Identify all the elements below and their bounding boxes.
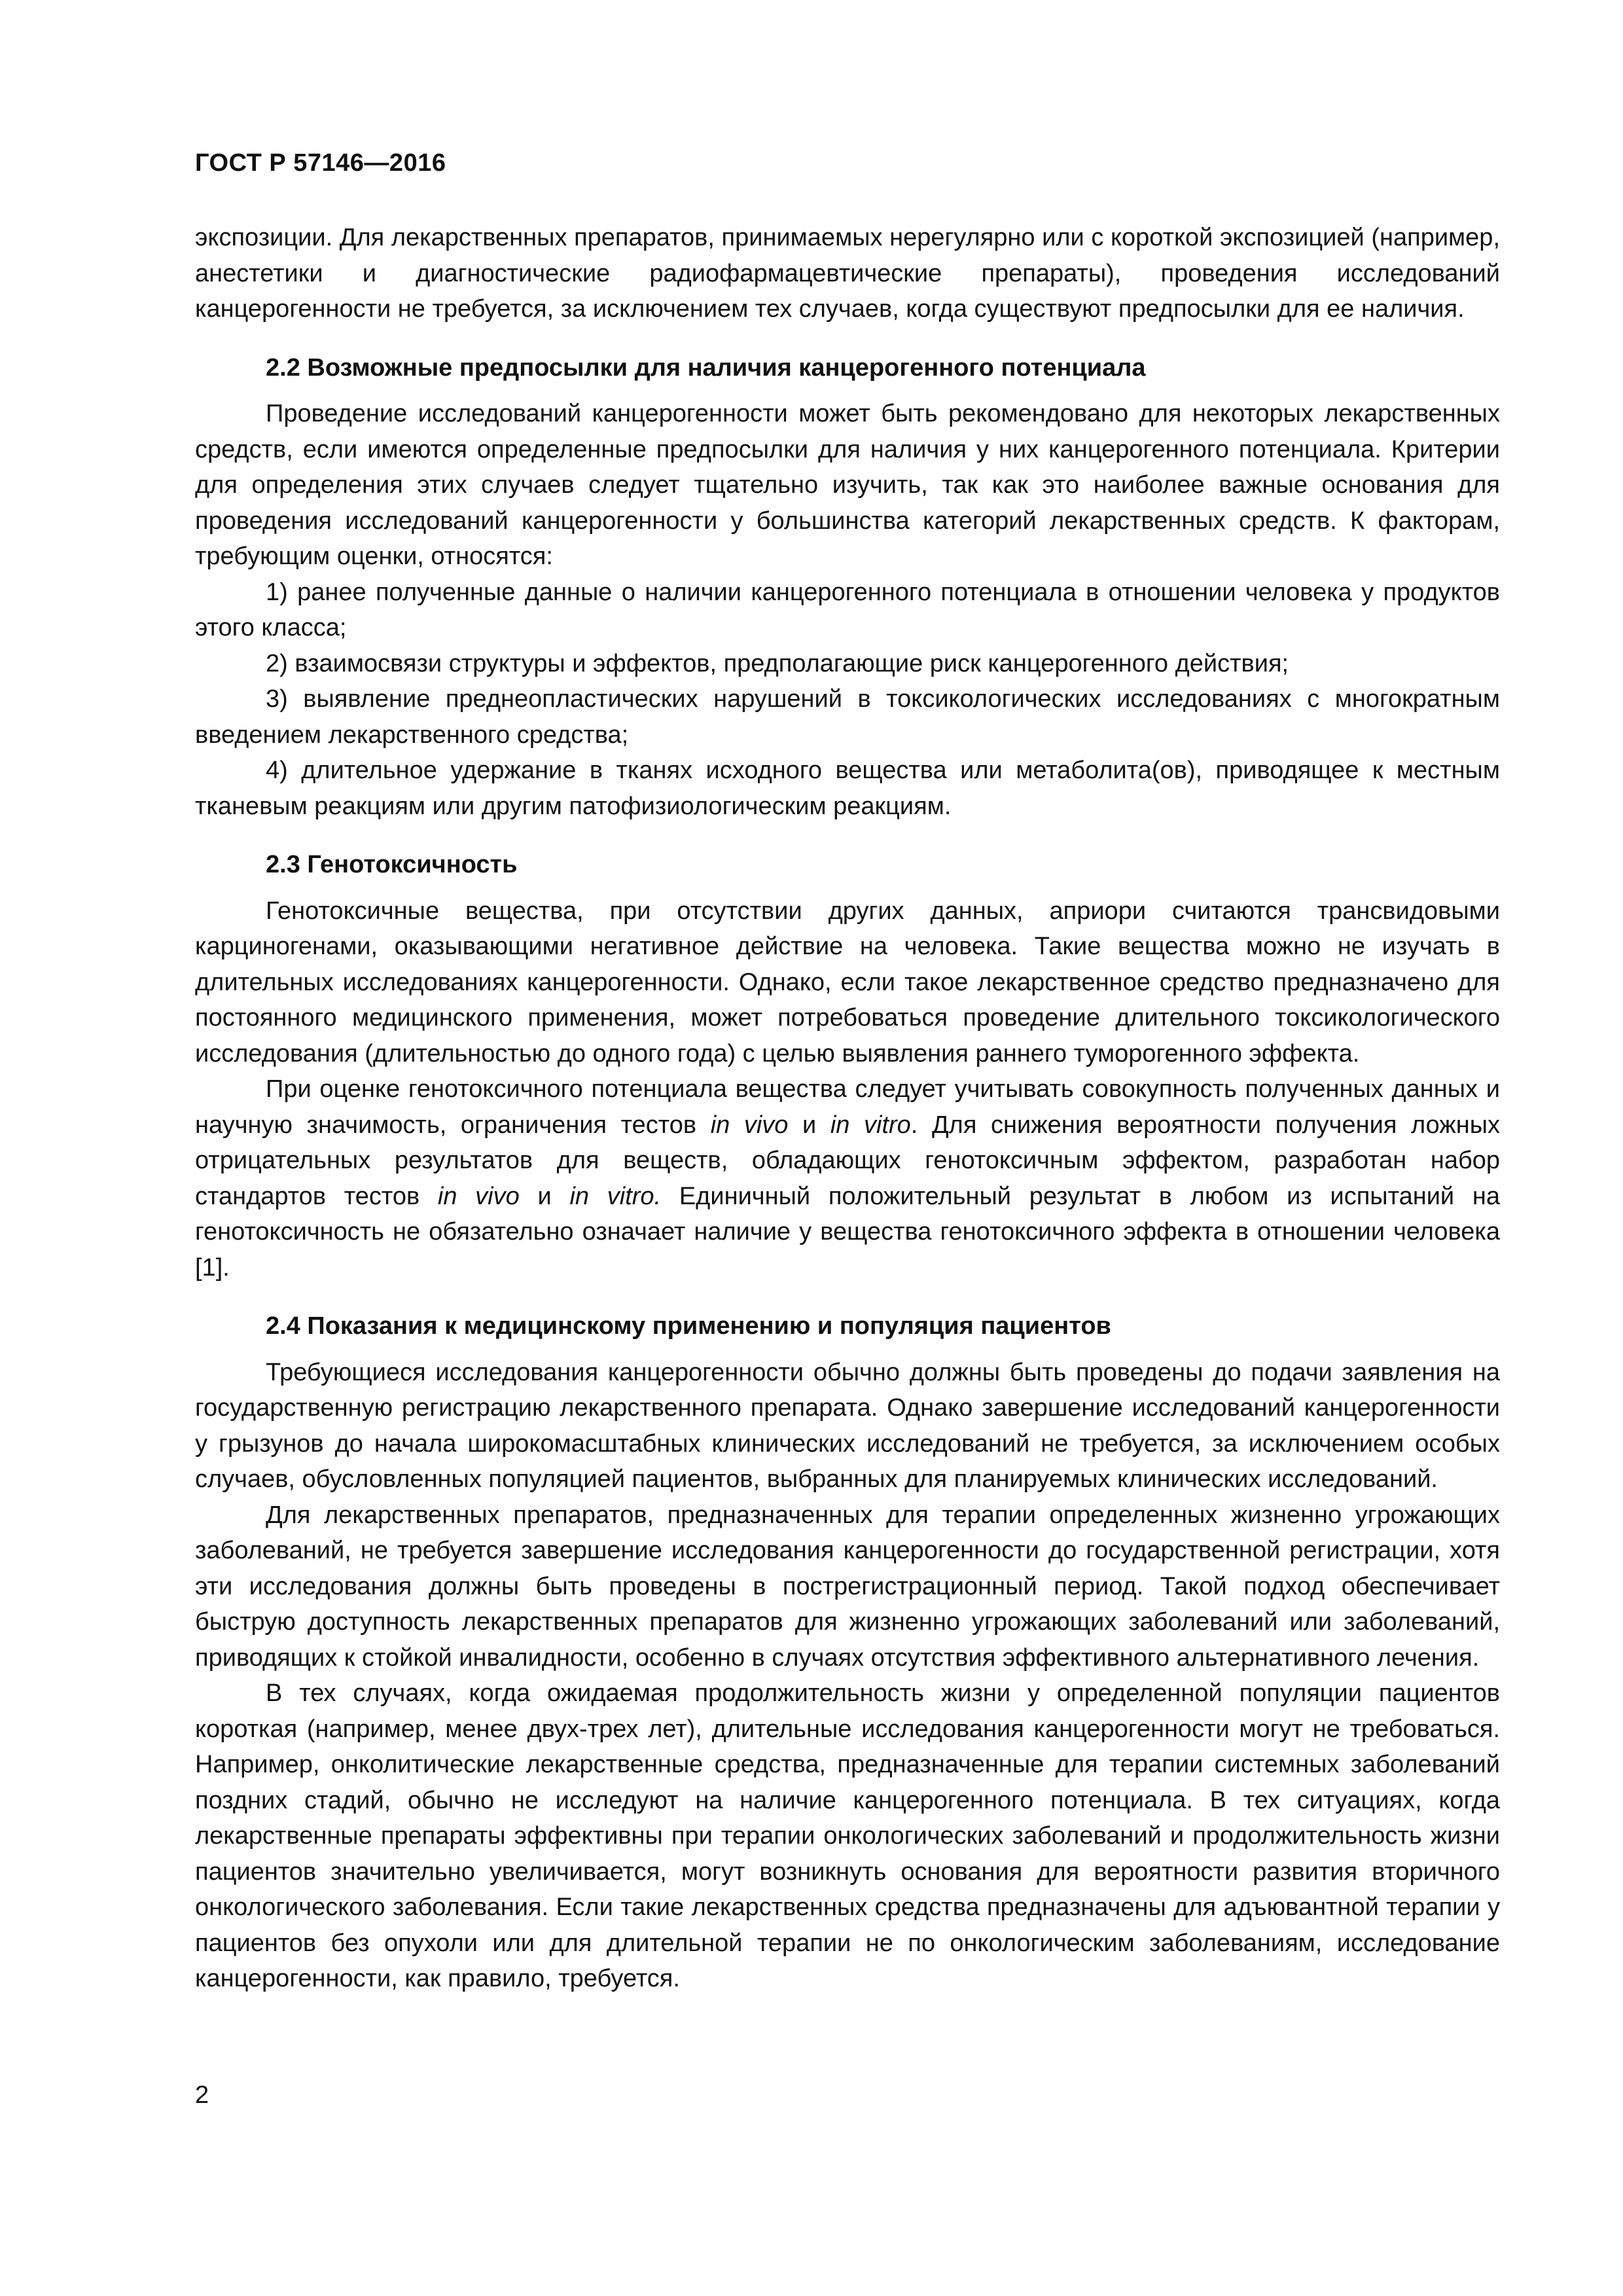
italic-term: in vivo <box>437 1182 520 1210</box>
list-item: 1) ранее полученные данные о наличии канцерогенного потенциала в отношении человека у продуктов этого класса; <box>195 578 1500 641</box>
text-run: . Для снижения вероятности получения ложных отрицательных результатов для веществ, обладающих генотоксичным эффектом, разработан набор стандартов тестов <box>195 1111 1501 1210</box>
list-item: 2) взаимосвязи структуры и эффектов, предполагающие риск канцерогенного действия; <box>266 649 1289 677</box>
section-2-2-heading: 2.2 Возможные предпосылки для наличия канцерогенного потенциала <box>266 353 1146 382</box>
section-2-3-heading: 2.3 Генотоксичность <box>266 851 518 878</box>
text-run: и <box>519 1182 570 1210</box>
section-2-4-paragraph-3: В тех случаях, когда ожидаемая продолжительность жизни у определенной популяции пациентов короткая (например, менее двух-трех лет), длительные исследования канцерогенности могут не требоваться. Например, онколитические лекарственные средства, предназначенные для терапии системных заболеваний поздних стадий, обычно не исследуют на наличие канцерогенного потенциала. В тех ситуациях, когда лекарственные препараты эффективны при терапии онкологических заболеваний и продолжительность жизни пациентов значительно увеличивается, могут возникнуть основания для вероятности развития вторичного онкологического заболевания. Если такие лекарственных средства предназначены для адъювантной терапии у пациентов без опухоли или для длительной терапии не по онкологическим заболеваниям, исследование канцерогенности, как правило, требуется. <box>195 1679 1500 1992</box>
text-run: Единичный положительный результат в любом из испытаний на генотоксичность не обязательно означает наличие у вещества генотоксичного эффекта в отношении человека [1]. <box>195 1182 1500 1282</box>
list-item: 3) выявление преднеопластических нарушений в токсикологических исследованиях с многократным введением лекарственного средства; <box>195 685 1500 749</box>
document-body <box>195 220 1500 1997</box>
section-2-2-paragraph: Проведение исследований канцерогенности может быть рекомендовано для некоторых лекарственных средств, если имеются определенные предпосылки для наличия у них канцерогенного потенциала. Критерии для определения этих случаев следует тщательно изучить, так как это наиболее важные основания для проведения исследований канцерогенности у большинства категорий лекарственных средств. К факторам, требующим оценки, относятся: <box>195 400 1500 570</box>
italic-term: in vitro <box>830 1111 911 1139</box>
text-run: При оценке генотоксичного потенциала вещества следует учитывать совокупность полученных данных и научную значимость, ограничения тестов <box>195 1075 1500 1139</box>
list-item: 4) длительное удержание в тканях исходного вещества или метаболита(ов), приводящее к местным тканевым реакциям или другим патофизиологическим реакциям. <box>195 757 1500 820</box>
intro-paragraph: экспозиции. Для лекарственных препаратов, принимаемых нерегулярно или с короткой экспозицией (например, анестетики и диагностические радиофармацевтические препараты), проведения исследований канцерогенности не требуется, за исключением тех случаев, когда существуют предпосылки для ее наличия. <box>195 224 1500 323</box>
section-2-3-paragraph-1: Генотоксичные вещества, при отсутствии других данных, априори считаются трансвидовыми карциногенами, оказывающими негативное действие на человека. Такие вещества можно не изучать в длительных исследованиях канцерогенности. Однако, если такое лекарственное средство предназначено для постоянного медицинского применения, может потребоваться проведение длительного токсикологического исследования (длительностью до одного года) с целью выявления раннего туморогенного эффекта. <box>195 897 1500 1067</box>
document-header: ГОСТ Р 57146—2016 <box>195 149 446 177</box>
italic-term: in vitro. <box>569 1182 662 1210</box>
section-2-4-paragraph-2: Для лекарственных препаратов, предназначенных для терапии определенных жизненно угрожающих заболеваний, не требуется завершение исследования канцерогенности до государственной регистрации, хотя эти исследования должны быть проведены в пострегистрационный период. Такой подход обеспечивает быструю доступность лекарственных препаратов для жизненно угрожающих заболеваний или заболеваний, приводящих к стойкой инвалидности, особенно в случаях отсутствия эффективного альтернативного лечения. <box>195 1501 1500 1672</box>
section-2-4-paragraph-1: Требующиеся исследования канцерогенности обычно должны быть проведены до подачи заявления на государственную регистрацию лекарственного препарата. Однако завершение исследований канцерогенности у грызунов до начала широкомасштабных клинических исследований не требуется, за исключением особых случаев, обусловленных популяцией пациентов, выбранных для планируемых клинических исследований. <box>195 1358 1500 1493</box>
page-number: 2 <box>195 2081 209 2109</box>
section-2-3-paragraph-2 <box>195 1071 1500 1285</box>
text-run: и <box>788 1111 830 1139</box>
section-2-4-heading: 2.4 Показания к медицинскому применению и популяция пациентов <box>266 1312 1111 1340</box>
italic-term: in vivo <box>710 1111 789 1139</box>
